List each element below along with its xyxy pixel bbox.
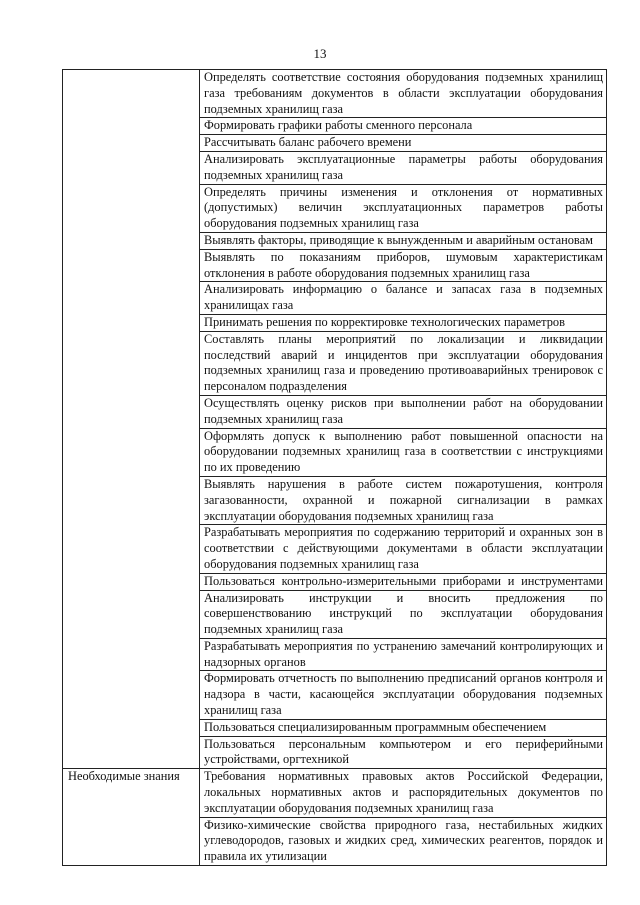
- skill-item: Осуществлять оценку рисков при выполнении работ на оборудовании подземных хранилищ газа: [200, 395, 607, 428]
- skill-item: Выявлять факторы, приводящие к вынужденным и аварийным остановам: [200, 232, 607, 249]
- skill-item: Формировать отчетность по выполнению предписаний органов контроля и надзора в части, касающейся эксплуатации оборудования подземных хранилищ газа: [200, 671, 607, 719]
- skill-item: Формировать графики работы сменного персонала: [200, 118, 607, 135]
- skill-item: Определять соответствие состояния оборудования подземных хранилищ газа требованиям документов в области эксплуатации оборудования подземных хранилищ газа: [200, 70, 607, 118]
- knowledge-item: Физико-химические свойства природного газа, нестабильных жидких углеводородов, газовых и жидких сред, химических реагентов, порядок и правила их утилизации: [200, 817, 607, 865]
- skill-item: Анализировать информацию о балансе и запасах газа в подземных хранилищах газа: [200, 282, 607, 315]
- skill-item: Пользоваться специализированным программным обеспечением: [200, 719, 607, 736]
- row-label-knowledge: Необходимые знания: [63, 769, 200, 866]
- skill-item: Составлять планы мероприятий по локализации и ликвидации последствий аварий и инцидентов при эксплуатации оборудования подземных хранилищ газа и проведению противоаварийных тренировок с персоналом подразделения: [200, 331, 607, 395]
- skill-item: Оформлять допуск к выполнению работ повышенной опасности на оборудовании подземных хранилищ газа в соответствии с инструкциями по их проведению: [200, 428, 607, 476]
- row-label-skills: [63, 70, 200, 769]
- competency-table: [62, 69, 607, 866]
- skill-item: Рассчитывать баланс рабочего времени: [200, 135, 607, 152]
- skill-item: Пользоваться персональным компьютером и его периферийными устройствами, оргтехникой: [200, 736, 607, 769]
- skill-item: Анализировать инструкции и вносить предложения по совершенствованию инструкций по эксплуатации оборудования подземных хранилищ газа: [200, 590, 607, 638]
- skill-item: Анализировать эксплуатационные параметры работы оборудования подземных хранилищ газа: [200, 151, 607, 184]
- knowledge-item: Требования нормативных правовых актов Российской Федерации, локальных нормативных актов и распорядительных документов по эксплуатации оборудования подземных хранилищ газа: [200, 769, 607, 817]
- table-row: [63, 769, 607, 817]
- skill-item: Пользоваться контрольно-измерительными приборами и инструментами: [200, 573, 607, 590]
- table-row: [63, 70, 607, 118]
- skill-item: Выявлять по показаниям приборов, шумовым характеристикам отклонения в работе оборудования подземных хранилищ газа: [200, 249, 607, 282]
- skill-item: Определять причины изменения и отклонения от нормативных (допустимых) величин эксплуатационных параметров работы оборудования подземных хранилищ газа: [200, 184, 607, 232]
- skill-item: Разрабатывать мероприятия по содержанию территорий и охранных зон в соответствии с действующими документами в области эксплуатации оборудования подземных хранилищ газа: [200, 525, 607, 573]
- skill-item: Принимать решения по корректировке технологических параметров: [200, 314, 607, 331]
- page-number: 13: [313, 46, 327, 61]
- skill-item: Разрабатывать мероприятия по устранению замечаний контролирующих и надзорных органов: [200, 638, 607, 671]
- skill-item: Выявлять нарушения в работе систем пожаротушения, контроля загазованности, охранной и пожарной сигнализации в рамках эксплуатации оборудования подземных хранилищ газа: [200, 476, 607, 524]
